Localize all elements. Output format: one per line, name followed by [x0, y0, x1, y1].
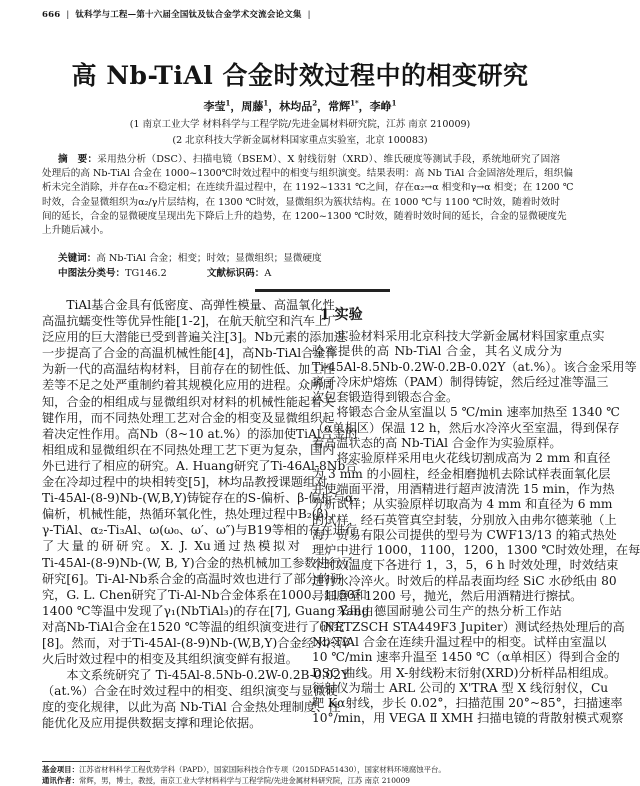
journal-name: 钛科学与工程—第十六届全国钛及钛合金学术交流会论文集	[75, 10, 302, 20]
author-affiliation-mark: 2	[312, 98, 318, 108]
separator: |	[66, 10, 70, 20]
paragraph-line: 一步提高了合金的高温机械性能[4]，高Nb-TiAl合金作	[42, 346, 338, 361]
paragraph-line: 偏析，机械性能，热循环氧化性，热处理过程中B₂(β)、	[42, 507, 341, 522]
paragraph-line: 对高Nb-TiAl合金在1520 ℃等温的组织演变进行了研究	[42, 619, 345, 634]
paragraph-line: [8]。然而，对于Ti-45Al-(8-9)Nb-(W,B,Y)合金经水冷淬	[42, 635, 351, 650]
abstract-line	[42, 167, 573, 181]
paper-title: 高 Nb-TiAl 合金时效过程中的相变研究	[71, 61, 529, 90]
clc-label: 中图法分类号：	[58, 268, 126, 279]
author-name: 李莹	[203, 100, 226, 113]
footnote-rule	[42, 761, 150, 762]
abstract-line	[42, 153, 560, 167]
author-affiliation-mark: 1	[263, 98, 269, 108]
abstract-line	[42, 224, 560, 238]
paragraph-line: 个时效温度下各进行 1，3，5，6 h 时效处理，时效结束	[312, 558, 619, 573]
paragraph-line: 离子冷床炉熔炼（PAM）制得铸锭，然后经过准等温三	[312, 374, 609, 389]
paragraph-line: 将实验原样采用电火花线切割成高为 2 mm 和直径	[336, 451, 611, 466]
paragraph-line: （α单相区）保温 12 h，然后水冷淬火至室温，得到保存	[312, 420, 620, 435]
paragraph-line: DSC 曲线。用 X-射线粉末衍射(XRD)分析样品相组成。	[312, 665, 617, 680]
paragraph-line: 究，G. L. Chen研究了Ti-Al-Nb合金体系在1000、1150和	[42, 587, 367, 602]
paragraph-line: 将锻态合金从室温以 5 ℃/min 速率加热至 1340 ℃	[336, 405, 620, 420]
separator: ，	[230, 100, 242, 113]
doc-code-label: 文献标识码：	[206, 268, 265, 279]
abstract-text: 析未完全消除，并存在α₂不稳定相；在连续升温过程中，在 1192~1331 ℃之间，存在α₂→α 相变和γ→α 相变；在 1200 ℃	[42, 182, 574, 194]
paragraph-line: 键作用，而不同热处理工艺对合金的相变及显微组织起	[42, 410, 335, 425]
paragraph-line: 为 3 mm 的小圆柱，经金相磨抛机去除试样表面氧化层	[312, 466, 611, 481]
paragraph-line: 差等不足之处严重制约着其规模化应用的进程。众所周	[42, 378, 335, 393]
paragraph-line: 知，合金的相组成与显微组织对材料的机械性能起着关	[42, 394, 335, 409]
author-name: 林均品	[279, 100, 313, 113]
paragraph-line: 1400 ℃等温中发现了γ₁(NbTiAl₃)的存在[7], Guang Yang	[42, 603, 370, 618]
abstract-text: 处理后的高 Nb-TiAl 合金在 1000~1300℃时效过程中的相变与组织演变。结果表明：高 Nb TiAl 合金固溶处理后，组织偏	[42, 168, 573, 180]
paragraph-line: Ti-45Al-(8-9)Nb-(W,B,Y)铸锭存在的S-偏析、β-偏析与α-	[42, 491, 358, 506]
paragraph-line: 火后时效过程中的相变及其组织演变鲜有报道。	[42, 652, 298, 667]
abstract-text: 采用热分析（DSC）、扫描电镜（BSEM）、X 射线衍射（XRD）、维氏硬度等测试手段，系统地研究了固溶	[97, 154, 561, 165]
paragraph-line: 度的变化规律，以此为高 Nb-TiAl 合金热处理制度、性	[42, 700, 341, 715]
separator: ，	[358, 100, 370, 113]
paragraph-line: 本文系统研究了 Ti-45Al-8.5Nb-0.2W-0.2B-0.02Y	[66, 668, 350, 683]
paragraph-line: 10°/min，用 VEGA Ⅱ XMH 扫描电镜的背散射模式观察	[312, 711, 624, 726]
affiliation-2: (2 北京科技大学新金属材料国家重点实验室，北京 100083)	[172, 135, 428, 146]
author-list	[0, 98, 600, 114]
paragraph-line: （NETZSCH STA449F3 Jupiter）测试经热处理后的高	[312, 619, 625, 634]
paragraph-line: 外已进行了相应的研究。A. Huang研究了Ti-46Al-8Nb合	[42, 458, 358, 473]
author-affiliation-mark: 1*	[350, 98, 359, 108]
paragraph-line: 为新一代的高温结构材料，目前存在的韧性低、加工性	[42, 362, 335, 377]
paragraph-line: γ-TiAl、α₂-Ti₃Al、ω(ω₀、ω′、ω″)与B19等相的存在进行	[42, 523, 358, 538]
abstract-label: 摘 要：	[58, 154, 98, 165]
funding-label: 基金项目：	[42, 765, 79, 774]
paragraph-line: 研究[6]。Ti-Al-Nb系合金的高温时效也进行了部分的研	[42, 571, 343, 586]
abstract-text: 时效，合金显微组织为α₂/γ片层结构，在 1300 ℃时效，显微组织为簇状结构。在 1000 ℃与 1100 ℃时效，随着时效时	[42, 196, 560, 208]
keywords-text: 高 Nb-TiAl 合金；相变；时效；显微组织；显微硬度	[96, 253, 322, 264]
paragraph-line: 理炉中进行 1000，1100，1200，1300 ℃时效处理，在每	[312, 543, 640, 558]
divider	[255, 289, 390, 292]
corresponding-label: 通讯作者：	[42, 776, 79, 785]
paragraph-line: 进行水冷淬火。时效后的样品表面均经 SiC 水砂纸由 80	[312, 573, 617, 588]
paragraph-line: 着高温状态的高 Nb-TiAl 合金作为实验原样。	[312, 436, 562, 451]
paragraph-line: 的试样，经石英管真空封装，分别放入由弗尔德莱驰（上	[312, 512, 617, 527]
paragraph-line: Ti-45Al-8.5Nb-0.2W-0.2B-0.02Y（at.%）。该合金采用等	[312, 359, 637, 374]
paragraph-line: Ti-45Al-(8-9)Nb-(W, B, Y)合金的热机械加工参数进行了	[42, 555, 354, 570]
clc-code: TG146.2	[125, 268, 167, 279]
section-heading: 1 实验	[320, 307, 363, 323]
paragraph-line: 海）贸易有限公司提供的型号为 CWF13/13 的箱式热处	[312, 527, 617, 542]
paragraph-line: 能优化及应用提供数据支撑和理论依据。	[42, 716, 262, 731]
paragraph-line: 着决定性作用。高Nb（8~10 at.%）的添加使TiAl合金的	[42, 426, 358, 441]
abstract-text: 间的延长，合金的显微硬度呈现出先下降后上升的趋势，在 1200~1300 ℃时效，随着时效时间的延长，合金的显微硬度先	[42, 210, 567, 222]
author-affiliation-mark: 1	[391, 98, 397, 108]
paragraph-line: 次包套锻造得到锻态合金。	[312, 390, 459, 405]
abstract-line	[42, 210, 567, 224]
paragraph-line: 验室提供的高 Nb-TiAl 合金，其名义成分为	[312, 344, 562, 359]
separator: ，	[317, 100, 329, 113]
footnote-funding	[42, 764, 446, 775]
page-number: 666	[42, 10, 61, 20]
separator: ，	[268, 100, 280, 113]
paragraph-line: 相组成和显微组织在不同热处理工艺下更为复杂，国内	[42, 442, 335, 457]
paragraph-line: 并使端面平滑，用酒精进行超声波清洗 15 min，作为热	[312, 481, 615, 496]
paragraph-line: 号细磨至 1200 号，抛光，然后用酒精进行擦拭。	[312, 589, 583, 604]
abstract-line	[42, 196, 560, 210]
paragraph-line: （at.%）合金在时效过程中的相变、组织演变与显微硬	[42, 684, 338, 699]
running-header	[42, 8, 317, 20]
author-name: 李峥	[369, 100, 392, 113]
author-affiliation-mark: 1	[225, 98, 231, 108]
author-name: 常辉	[328, 100, 351, 113]
footnote-author	[42, 775, 410, 786]
affiliation-1: (1 南京工业大学 材料科学与工程学院/先进金属材料研究院，江苏 南京 210009)	[129, 119, 471, 130]
paragraph-line: Nb-TiAl 合金在连续升温过程中的相变。试样由室温以	[312, 634, 607, 649]
paragraph-line: 衍射仪为瑞士 ARL 公司的 X'TRA 型 X 线衍射仪，Cu	[312, 680, 609, 695]
funding-text: 江苏省材料科学工程优势学科（PAPD），国家国际科技合作专项（2015DFA51430），国家材料环境腐蚀平台。	[78, 765, 446, 774]
separator: |	[307, 10, 311, 20]
paragraph-line: TiAl基合金具有低密度、高弹性模量、高温氧化性、	[66, 298, 348, 312]
abstract-line	[42, 181, 574, 195]
classification	[58, 265, 271, 279]
abstract-text: 上升随后减小。	[42, 225, 110, 237]
paragraph-line: 实验材料采用北京科技大学新金属材料国家重点实	[336, 329, 605, 343]
paragraph-line: 高温抗蠕变性等优异性能[1-2]，在航天航空和汽车上广	[42, 314, 340, 329]
corresponding-text: 常辉，男，博士，教授，南京工业大学材料科学与工程学院/先进金属材料研究院，江苏 南京 210009	[78, 776, 410, 785]
paragraph-line: 采用由德国耐驰公司生产的热分析工作站	[336, 604, 562, 619]
author-name: 周藤	[241, 100, 264, 113]
abstract	[42, 153, 574, 238]
doc-code: A	[264, 268, 272, 279]
paragraph-line: 泛应用的巨大潜能已受到普遍关注[3]。Nb元素的添加进	[42, 330, 346, 345]
keywords	[58, 250, 322, 264]
keywords-label: 关键词：	[58, 253, 97, 264]
paragraph-line: 分析试样；从实验原样切取高为 4 mm 和直径为 6 mm	[312, 497, 613, 512]
right-column	[312, 329, 640, 727]
paragraph-line: 金在冷却过程中的块相转变[5]，林均品教授课题组对	[42, 475, 328, 490]
paragraph-line: 了大量的研研究。X. J. Xu通过热模拟对	[42, 539, 300, 554]
paragraph-line: 10 ℃/min 速率升温至 1450 ℃（α单相区）得到合金的	[312, 650, 620, 665]
paragraph-line: 靶 Kα射线，步长 0.02°，扫描范围 20°~85°，扫描速率	[312, 696, 623, 711]
